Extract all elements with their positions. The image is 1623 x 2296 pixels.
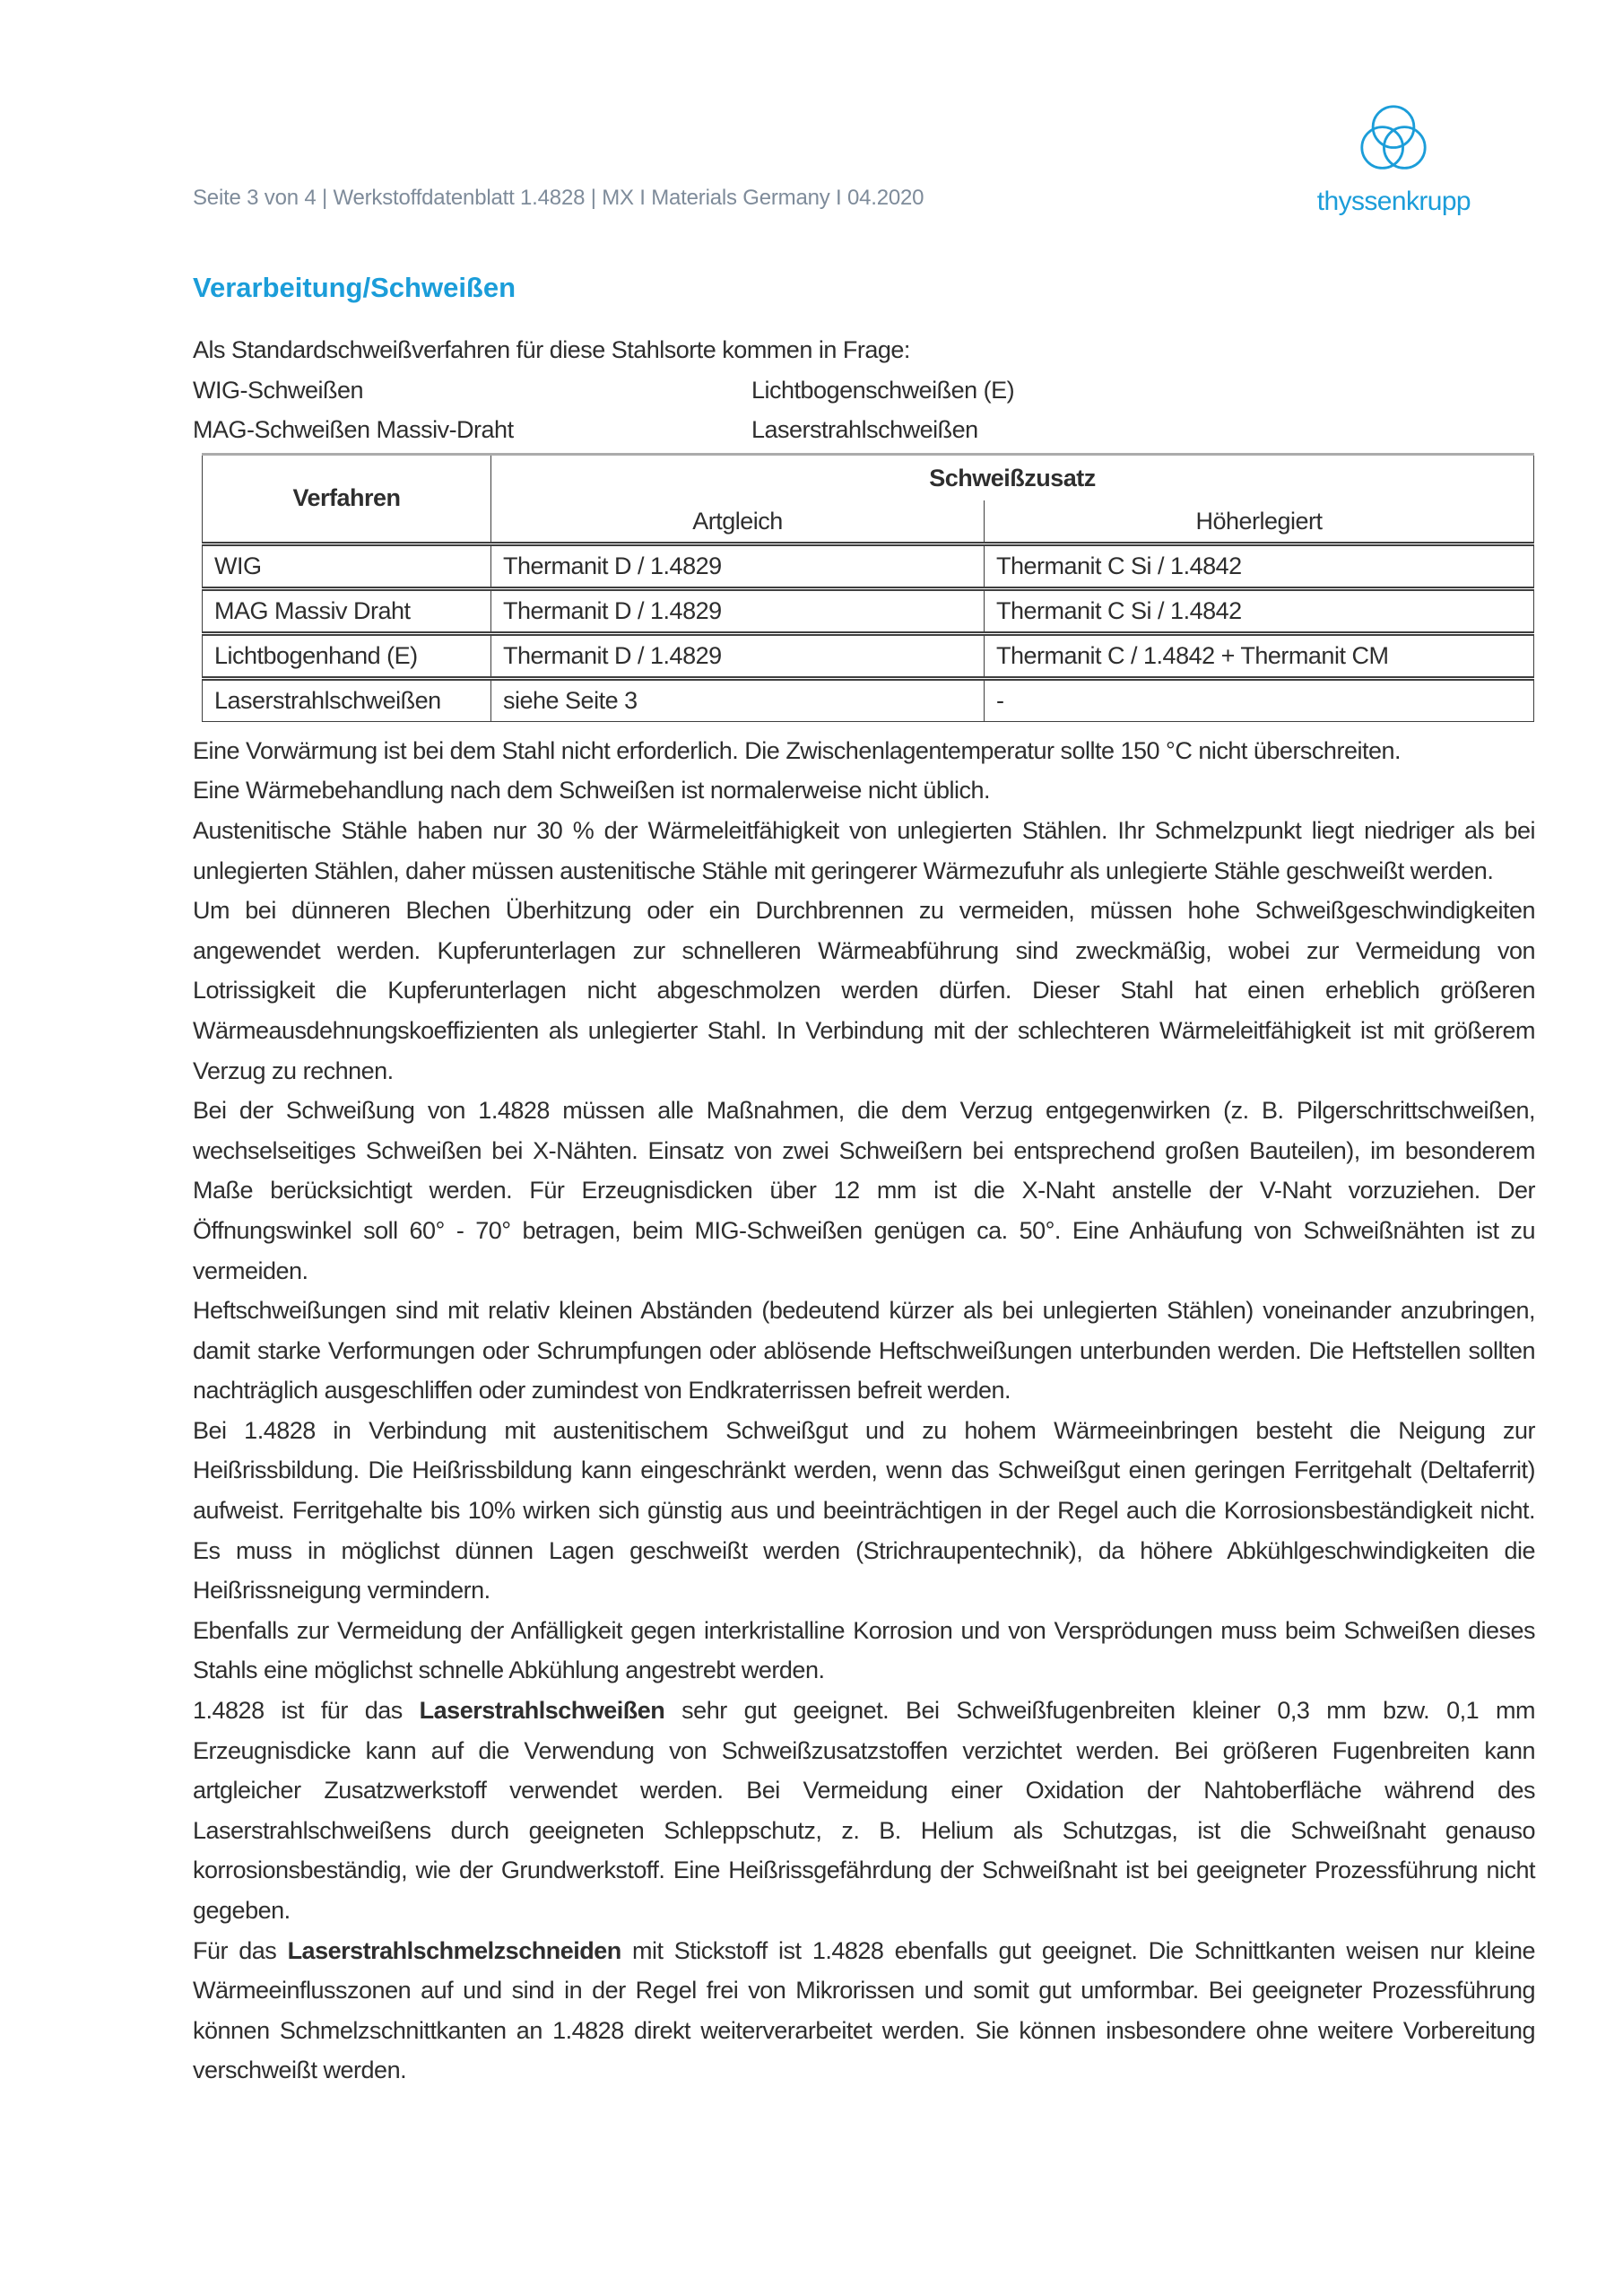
cell-verfahren: Laserstrahlschweißen (203, 678, 491, 721)
paragraph (193, 1931, 1535, 2091)
text-segment: Austenitische Stähle haben nur 30 % der Wärmeleitfähigkeit von unlegierten Stählen. Ihr Schmelzpunkt liegt niedriger als bei unlegierten Stählen, daher müssen austenitische Stähle mit geringerer Wärmezufuhr als unlegierte Stähle geschweißt werden. (193, 816, 1535, 884)
brand-block (1317, 103, 1471, 218)
text-segment: Bei 1.4828 in Verbindung mit austenitischem Schweißgut und zu hohem Wärmeeinbringen besteht die Neigung zur Heißrissbildung. Die Heißrissbildung kann eingeschränkt werden, wenn das Schweißgut einen geringen Ferritgehalt (Deltaferrit) aufweist. Ferritgehalte bis 10% wirken sich günstig aus und beeinträchtigen in der Regel auch die Korrosionsbeständigkeit nicht. Es muss in möglichst dünnen Lagen geschweißt werden (Strichraupentechnik), da höhere Abkühlgeschwindigkeiten die Heißrissneigung vermindern. (193, 1416, 1535, 1605)
column-header-verfahren: Verfahren (203, 454, 491, 544)
text-segment: Ebenfalls zur Vermeidung der Anfälligkeit gegen interkristalline Korrosion und von Versprödungen muss beim Schweißen dieses Stahls eine möglichst schnelle Abkühlung angestrebt werden. (193, 1616, 1535, 1684)
method-item: Laserstrahlschweißen (751, 416, 978, 444)
brand-wordmark: thyssenkrupp (1316, 187, 1471, 216)
cell-artgleich: siehe Seite 3 (491, 678, 985, 721)
paragraph (193, 1411, 1535, 1611)
text-segment: 1.4828 ist für das (193, 1697, 420, 1725)
subheader-hoeherlegiert: Höherlegiert (985, 500, 1534, 544)
bold-term: Laserstrahlschmelzschneiden (287, 1936, 621, 1964)
cell-hoeherlegiert: Thermanit C Si / 1.4842 (985, 544, 1534, 588)
table-row (203, 588, 1534, 633)
table-row (203, 544, 1534, 588)
header-meta: Seite 3 von 4 | Werkstoffdatenblatt 1.4828 | MX I Materials Germany I 04.2020 (193, 186, 924, 210)
cell-hoeherlegiert: Thermanit C / 1.4842 + Thermanit CM (985, 633, 1534, 678)
paragraph (193, 1691, 1535, 1931)
filler-metal-table (202, 453, 1534, 722)
cell-artgleich: Thermanit D / 1.4829 (491, 544, 985, 588)
intro-line: Als Standardschweißverfahren für diese Stahlsorte kommen in Frage: (193, 336, 910, 363)
paragraph (193, 811, 1535, 891)
text-segment: Um bei dünneren Blechen Überhitzung oder ein Durchbrennen zu vermeiden, müssen hohe Schweißgeschwindigkeiten angewendet werden. Kupferunterlagen zur schnelleren Wärmeabführung sind zweckmäßig, wobei zur Vermeidung von Lotrissigkeit die Kupferunterlagen nicht abgeschmolzen werden dürfen. Dieser Stahl hat einen erheblich größeren Wärmeausdehnungskoeffizienten als unlegierter Stahl. In Verbindung mit der schlechteren Wärmeleitfähigkeit ist mit größerem Verzug zu rechnen. (193, 897, 1535, 1084)
method-item: Lichtbogenschweißen (E) (751, 376, 1015, 404)
paragraph (193, 1291, 1535, 1411)
body-text (193, 731, 1535, 2091)
method-item: MAG-Schweißen Massiv-Draht (193, 416, 514, 444)
table-row (203, 633, 1534, 678)
cell-verfahren: MAG Massiv Draht (203, 588, 491, 633)
cell-hoeherlegiert: - (985, 678, 1534, 721)
cell-hoeherlegiert: Thermanit C Si / 1.4842 (985, 588, 1534, 633)
paragraph (193, 1091, 1535, 1291)
page-header (193, 0, 1535, 218)
paragraph (193, 891, 1535, 1091)
column-group-schweisszusatz: Schweißzusatz (929, 464, 1096, 491)
welding-methods-list (193, 370, 1535, 450)
text-segment: Bei der Schweißung von 1.4828 müssen alle Maßnahmen, die dem Verzug entgegenwirken (z. B. Pilgerschrittschweißen, wechselseitiges Schweißen bei X-Nähten. Einsatz von zwei Schweißern bei entsprechend großen Bauteilen), im besonderem Maße berücksichtigt werden. Für Erzeugnisdicken über 12 mm ist die X-Naht anstelle der V-Naht vorzuziehen. Der Öffnungswinkel soll 60° - 70° betragen, beim MIG-Schweißen genügen ca. 50°. Eine Anhäufung von Schweißnähten ist zu vermeiden. (193, 1097, 1535, 1284)
text-segment: sehr gut geeignet. Bei Schweißfugenbreiten kleiner 0,3 mm bzw. 0,1 mm Erzeugnisdicke kann auf die Verwendung von Schweißzusatzstoffen verzichtet werden. Bei größeren Fugenbreiten kann artgleicher Zusatzwerkstoff verwendet werden. Bei Vermeidung einer Oxidation der Nahtoberfläche während des Laserstrahlschweißens durch geeigneten Schleppschutz, z. B. Helium als Schutzgas, ist die Schweißnaht genauso korrosionsbeständig, wie der Grundwerkstoff. Eine Heißrissgefährdung der Schweißnaht ist bei geeigneter Prozessführung nicht gegeben. (193, 1697, 1535, 1924)
text-segment: Heftschweißungen sind mit relativ kleinen Abständen (bedeutend kürzer als bei unlegierten Stählen) voneinander anzubringen, damit starke Verformungen oder Schrumpfungen oder ablösende Heftschweißungen unterbunden werden. Die Heftstellen sollten nachträglich ausgeschliffen oder zumindest von Endkraterrissen befreit werden. (193, 1297, 1535, 1405)
paragraph (193, 1611, 1535, 1691)
section-title: Verarbeitung/Schweißen (193, 272, 516, 303)
bold-term: Laserstrahlschweißen (419, 1697, 665, 1725)
table-row (203, 678, 1534, 721)
text-segment: mit Stickstoff ist 1.4828 ebenfalls gut geeignet. Die Schnittkanten weisen nur kleine Wärmeeinflusszonen auf und sind in der Regel frei von Mikrorissen und somit gut umformbar. Bei geeigneter Prozessführung können Schmelzschnittkanten an 1.4828 direkt weiterverarbeitet werden. Sie können insbesondere ohne weitere Vorbereitung verschweißt werden. (193, 1936, 1535, 2084)
paragraph (193, 770, 1535, 811)
paragraph (193, 731, 1535, 771)
text-segment: Für das (193, 1936, 288, 1964)
page-content (193, 0, 1535, 2091)
thyssenkrupp-logo-icon (1354, 103, 1433, 186)
text-segment: Eine Vorwärmung ist bei dem Stahl nicht erforderlich. Die Zwischenlagentemperatur sollte 150 °C nicht überschreiten. (193, 736, 1401, 764)
cell-artgleich: Thermanit D / 1.4829 (491, 633, 985, 678)
cell-artgleich: Thermanit D / 1.4829 (491, 588, 985, 633)
method-item: WIG-Schweißen (193, 376, 364, 404)
subheader-artgleich: Artgleich (692, 507, 783, 535)
cell-verfahren: WIG (203, 544, 491, 588)
text-segment: Eine Wärmebehandlung nach dem Schweißen ist normalerweise nicht üblich. (193, 777, 990, 804)
cell-verfahren: Lichtbogenhand (E) (203, 633, 491, 678)
table-header-row (203, 454, 1534, 500)
